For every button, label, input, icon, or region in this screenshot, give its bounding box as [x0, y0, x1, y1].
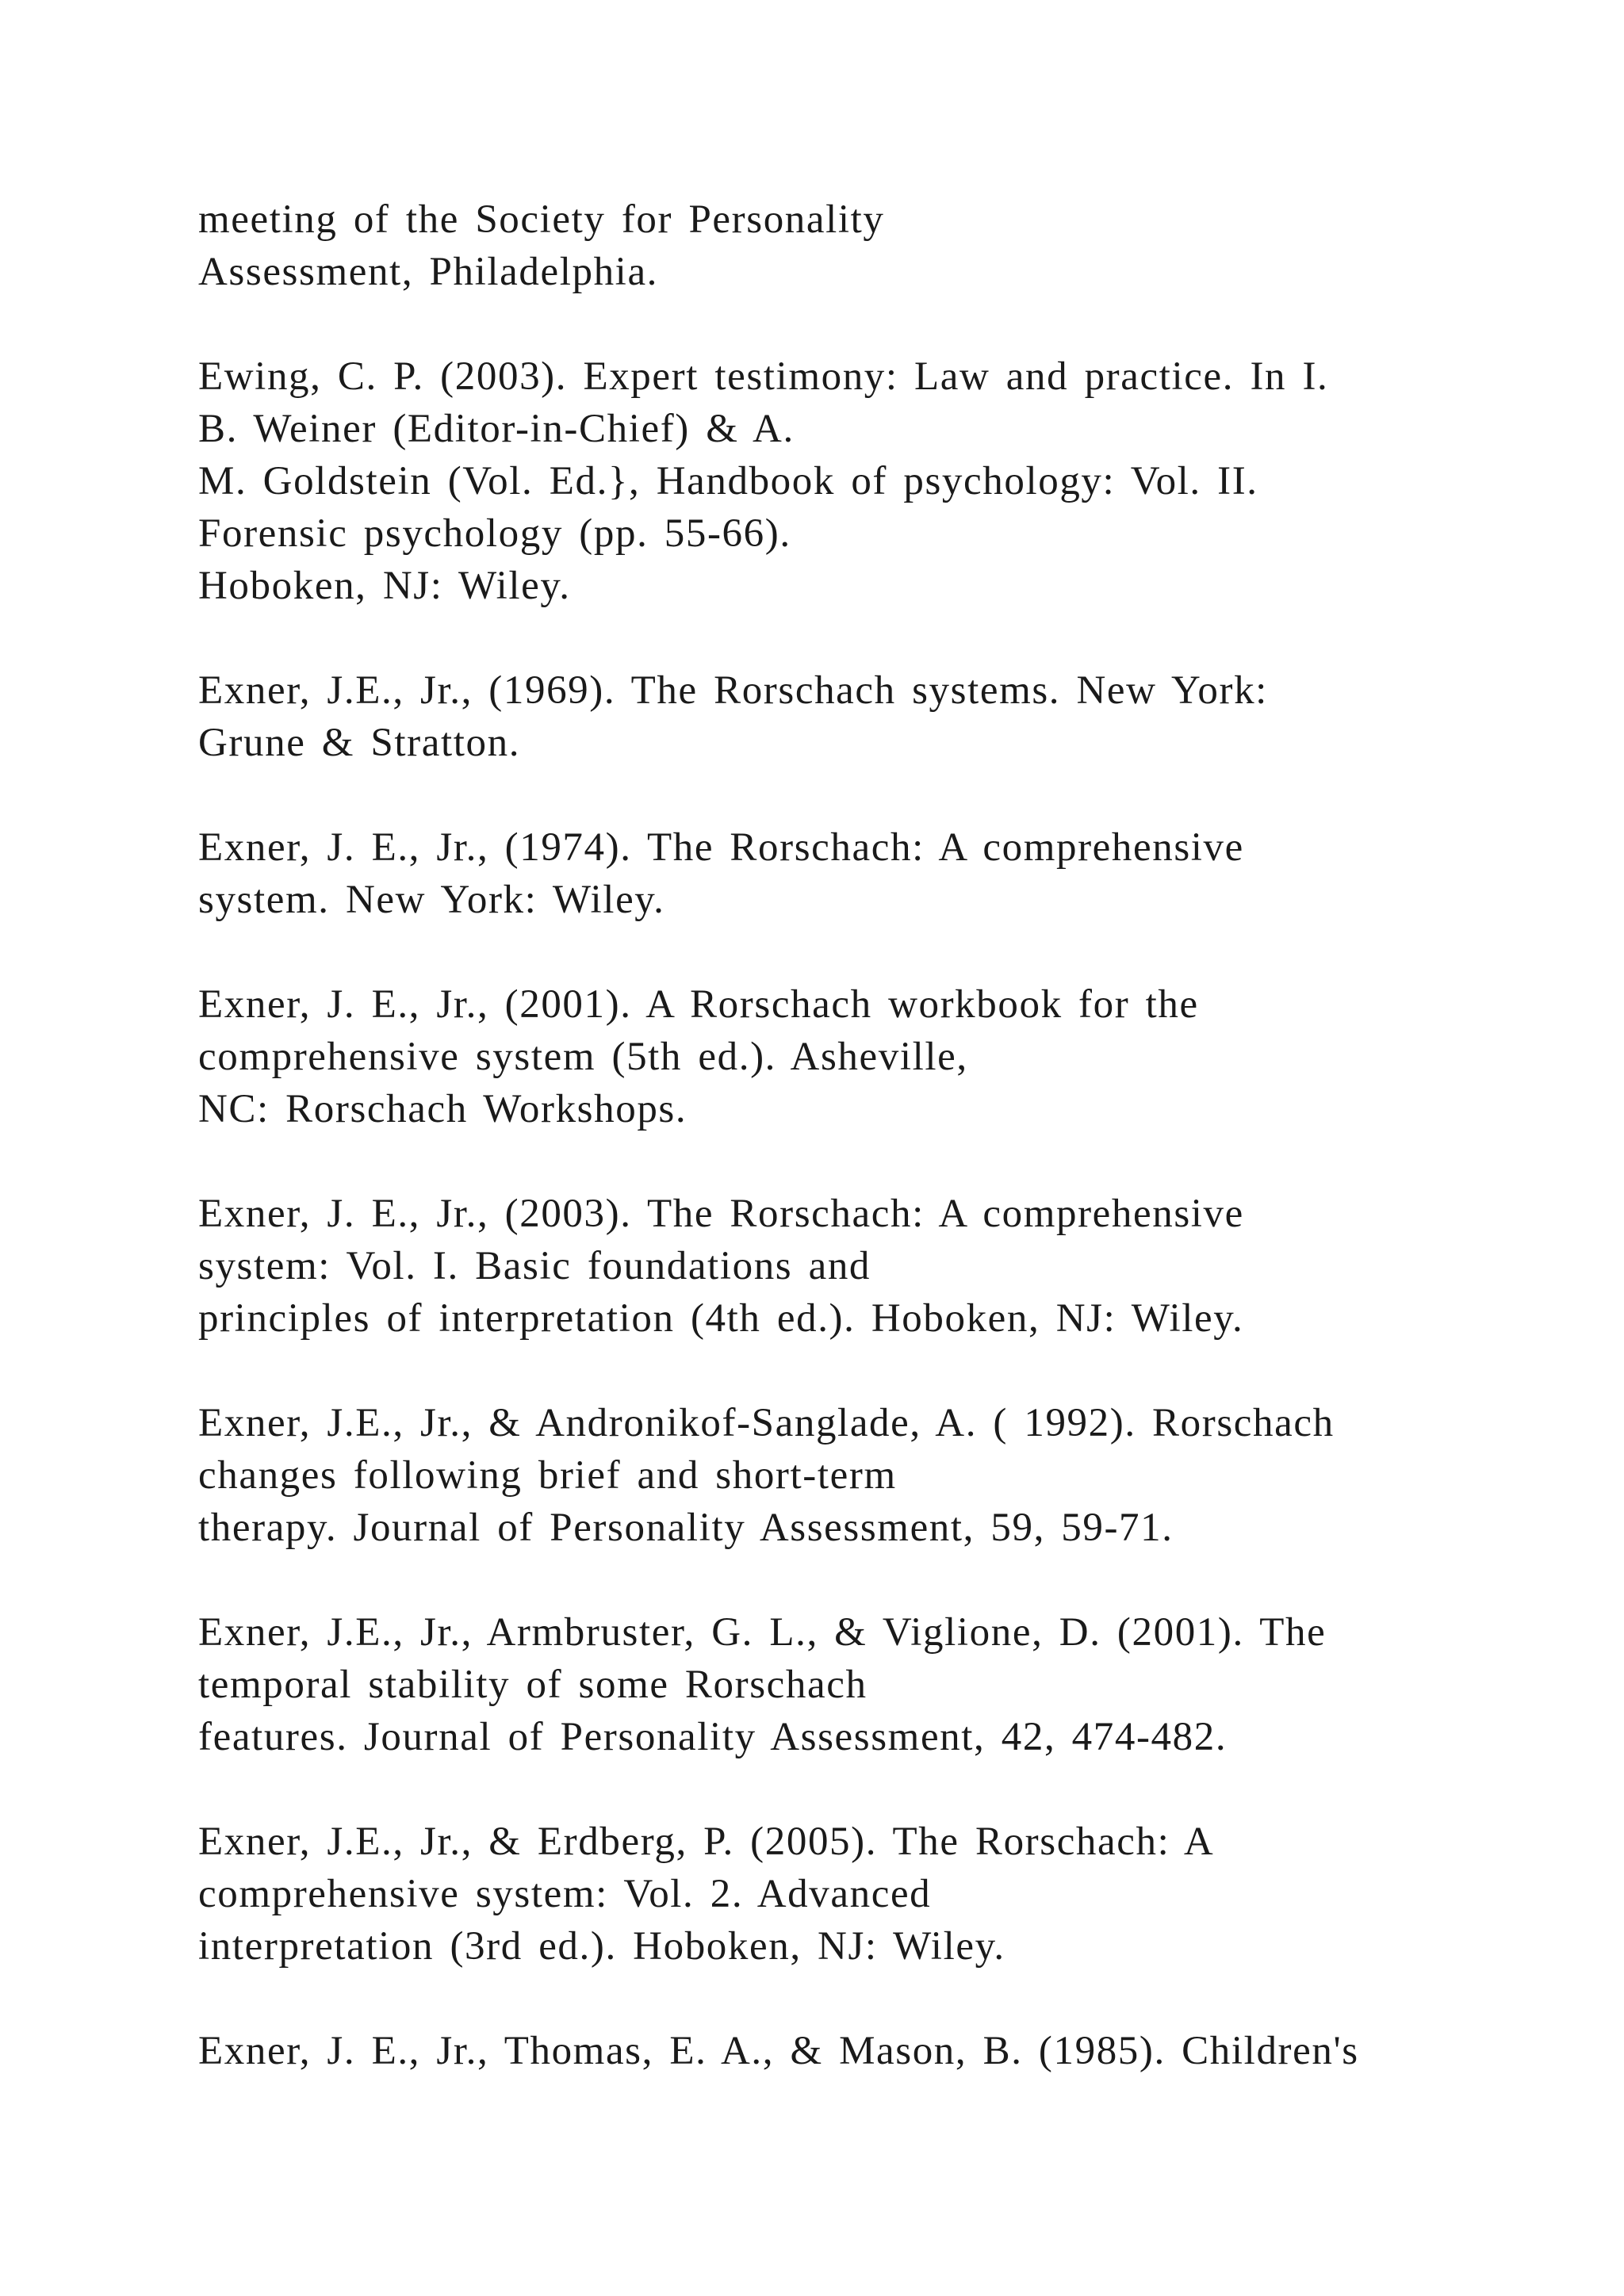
reference-line: system: Vol. I. Basic foundations and — [198, 1244, 871, 1288]
reference-line: changes following brief and short-term — [198, 1453, 897, 1498]
reference-line: Hoboken, NJ: Wiley. — [198, 564, 571, 608]
reference-line: Exner, J.E., Jr., & Erdberg, P. (2005). The Rorschach: A — [198, 1820, 1215, 1864]
reference-line: Exner, J. E., Jr., Thomas, E. A., & Mason, B. (1985). Children's — [198, 2029, 1359, 2073]
reference-line: interpretation (3rd ed.). Hoboken, NJ: Wiley. — [198, 1924, 1005, 1969]
reference-line: M. Goldstein (Vol. Ed.}, Handbook of psychology: Vol. II. — [198, 459, 1258, 503]
reference-entry — [198, 1816, 1546, 1973]
reference-entry — [198, 1397, 1546, 1554]
reference-line: temporal stability of some Rorschach — [198, 1663, 868, 1707]
reference-line: Exner, J.E., Jr., & Andronikof-Sanglade, A. ( 1992). Rorschach — [198, 1401, 1335, 1445]
reference-entry — [198, 193, 1546, 298]
reference-line: Forensic psychology (pp. 55-66). — [198, 511, 791, 556]
reference-line: Assessment, Philadelphia. — [198, 250, 659, 294]
reference-entry — [198, 2025, 1546, 2077]
reference-line: Exner, J.E., Jr., (1969). The Rorschach systems. New York: — [198, 668, 1268, 713]
reference-entry — [198, 350, 1546, 612]
reference-entry — [198, 664, 1546, 769]
reference-line: comprehensive system: Vol. 2. Advanced — [198, 1872, 932, 1916]
reference-entry — [198, 1188, 1546, 1345]
reference-entry — [198, 978, 1546, 1135]
reference-line: features. Journal of Personality Assessment, 42, 474-482. — [198, 1715, 1228, 1759]
reference-line: Exner, J.E., Jr., Armbruster, G. L., & Viglione, D. (2001). The — [198, 1610, 1327, 1655]
reference-list — [198, 193, 1546, 2130]
reference-entry — [198, 1606, 1546, 1763]
reference-entry — [198, 821, 1546, 926]
reference-line: Grune & Stratton. — [198, 721, 521, 765]
reference-line: Ewing, C. P. (2003). Expert testimony: Law and practice. In I. — [198, 354, 1329, 399]
reference-line: principles of interpretation (4th ed.). Hoboken, NJ: Wiley. — [198, 1296, 1244, 1341]
reference-line: Exner, J. E., Jr., (1974). The Rorschach: A comprehensive — [198, 825, 1244, 870]
reference-line: therapy. Journal of Personality Assessment, 59, 59-71. — [198, 1506, 1174, 1550]
reference-line: Exner, J. E., Jr., (2001). A Rorschach workbook for the — [198, 982, 1199, 1027]
reference-line: system. New York: Wiley. — [198, 878, 665, 922]
reference-line: comprehensive system (5th ed.). Asheville, — [198, 1035, 968, 1079]
reference-line: meeting of the Society for Personality — [198, 197, 885, 242]
reference-line: B. Weiner (Editor-in-Chief) & A. — [198, 407, 795, 451]
reference-line: Exner, J. E., Jr., (2003). The Rorschach: A comprehensive — [198, 1192, 1244, 1236]
reference-line: NC: Rorschach Workshops. — [198, 1087, 688, 1131]
